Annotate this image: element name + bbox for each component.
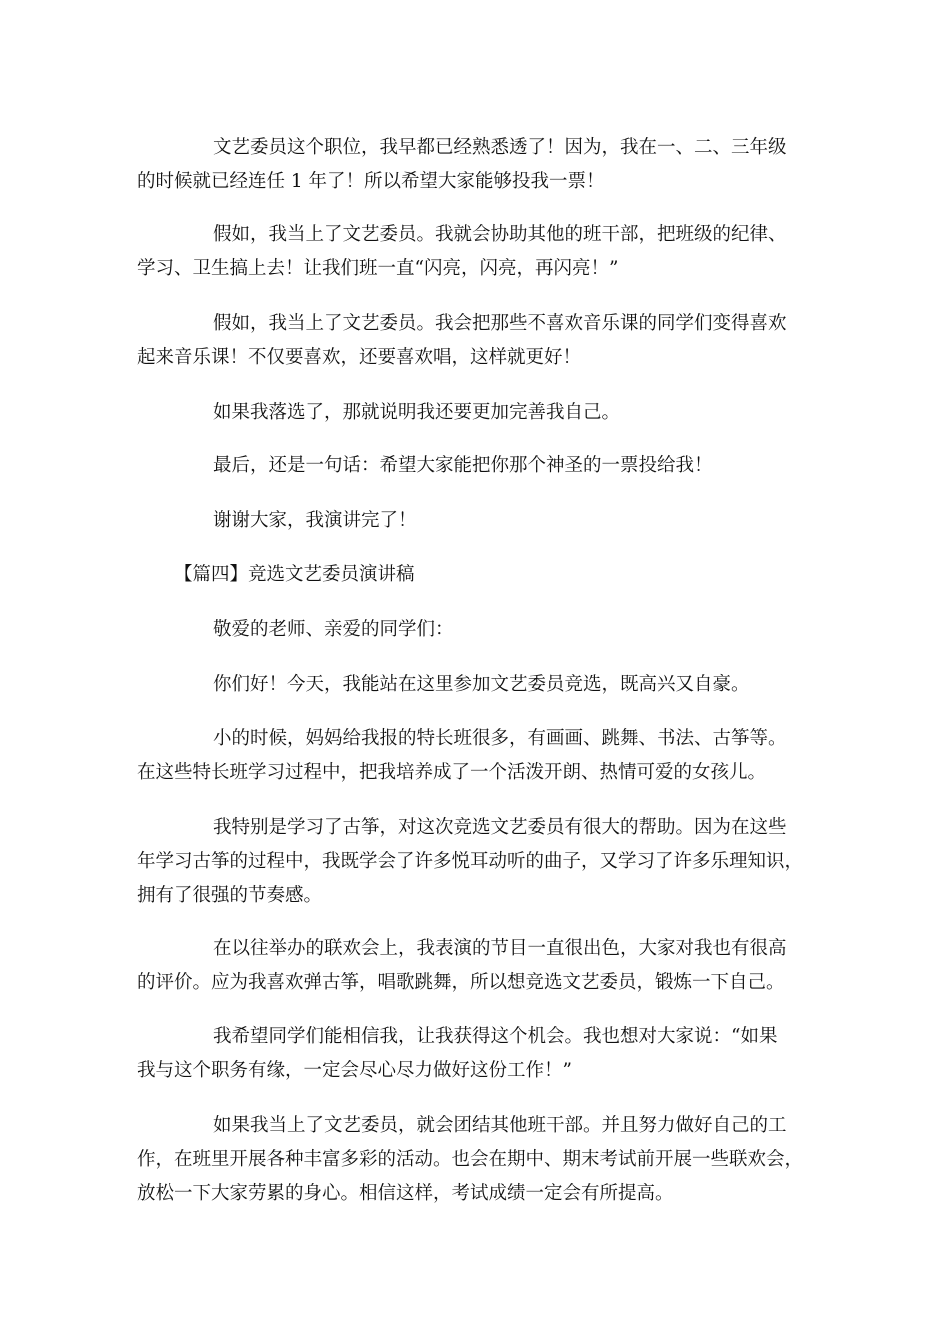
paragraph-line: 小的时候，妈妈给我报的特长班很多，有画画、跳舞、书法、古筝等。 <box>213 728 787 749</box>
paragraph <box>137 449 815 483</box>
paragraph-line: 我特别是学习了古筝，对这次竞选文艺委员有很大的帮助。因为在这些 <box>213 817 787 838</box>
paragraph <box>137 131 815 199</box>
paragraph-line: 假如，我当上了文艺委员。我就会协助其他的班干部，把班级的纪律、 <box>213 224 787 245</box>
section-heading: 【篇四】竞选文艺委员演讲稿 <box>174 564 415 585</box>
paragraph <box>137 307 815 375</box>
paragraph-line: 假如，我当上了文艺委员。我会把那些不喜欢音乐课的同学们变得喜欢 <box>213 313 787 334</box>
paragraph-line: 如果我落选了，那就说明我还要更加完善我自己。 <box>213 402 621 423</box>
paragraph-line: 敬爱的老师、亲爱的同学们： <box>213 619 454 640</box>
paragraph-line: 你们好！今天，我能站在这里参加文艺委员竞选，既高兴又自豪。 <box>213 674 750 695</box>
paragraph <box>137 1020 815 1088</box>
paragraph-line: 作，在班里开展各种丰富多彩的活动。也会在期中、期末考试前开展一些联欢会， <box>137 1149 804 1170</box>
paragraph-line: 放松一下大家劳累的身心。相信这样，考试成绩一定会有所提高。 <box>137 1183 674 1204</box>
paragraph-line: 在以往举办的联欢会上，我表演的节目一直很出色，大家对我也有很高 <box>213 938 787 959</box>
paragraph-line: 拥有了很强的节奏感。 <box>137 885 323 906</box>
paragraph <box>137 668 815 702</box>
paragraph <box>137 396 815 430</box>
paragraph <box>137 932 815 1000</box>
paragraph-line: 年学习古筝的过程中，我既学会了许多悦耳动听的曲子，又学习了许多乐理知识， <box>137 851 804 872</box>
paragraph-line: 如果我当上了文艺委员，就会团结其他班干部。并且努力做好自己的工 <box>213 1115 787 1136</box>
paragraph-line: 学习、卫生搞上去！让我们班一直“闪亮，闪亮，再闪亮！” <box>137 258 619 279</box>
paragraph-line: 文艺委员这个职位，我早都已经熟悉透了！因为，我在一、二、三年级 <box>213 137 787 158</box>
paragraph-line: 谢谢大家，我演讲完了！ <box>213 510 417 531</box>
paragraph-line: 最后，还是一句话：希望大家能把你那个神圣的一票投给我！ <box>213 455 713 476</box>
paragraph <box>137 504 815 538</box>
paragraph <box>137 1109 815 1211</box>
paragraph <box>137 811 815 913</box>
paragraph-line: 我希望同学们能相信我，让我获得这个机会。我也想对大家说：“如果 <box>213 1026 778 1047</box>
paragraph-line: 我与这个职务有缘，一定会尽心尽力做好这份工作！” <box>137 1060 572 1081</box>
paragraph <box>137 722 815 790</box>
paragraph-line: 的评价。应为我喜欢弹古筝，唱歌跳舞，所以想竞选文艺委员，锻炼一下自己。 <box>137 972 785 993</box>
paragraph-line: 起来音乐课！不仅要喜欢，还要喜欢唱，这样就更好！ <box>137 347 582 368</box>
paragraph <box>137 218 815 286</box>
paragraph-line: 的时候就已经连任 1 年了！所以希望大家能够投我一票！ <box>137 171 605 192</box>
paragraph-line: 在这些特长班学习过程中，把我培养成了一个活泼开朗、热情可爱的女孩儿。 <box>137 762 767 783</box>
paragraph <box>137 613 815 647</box>
